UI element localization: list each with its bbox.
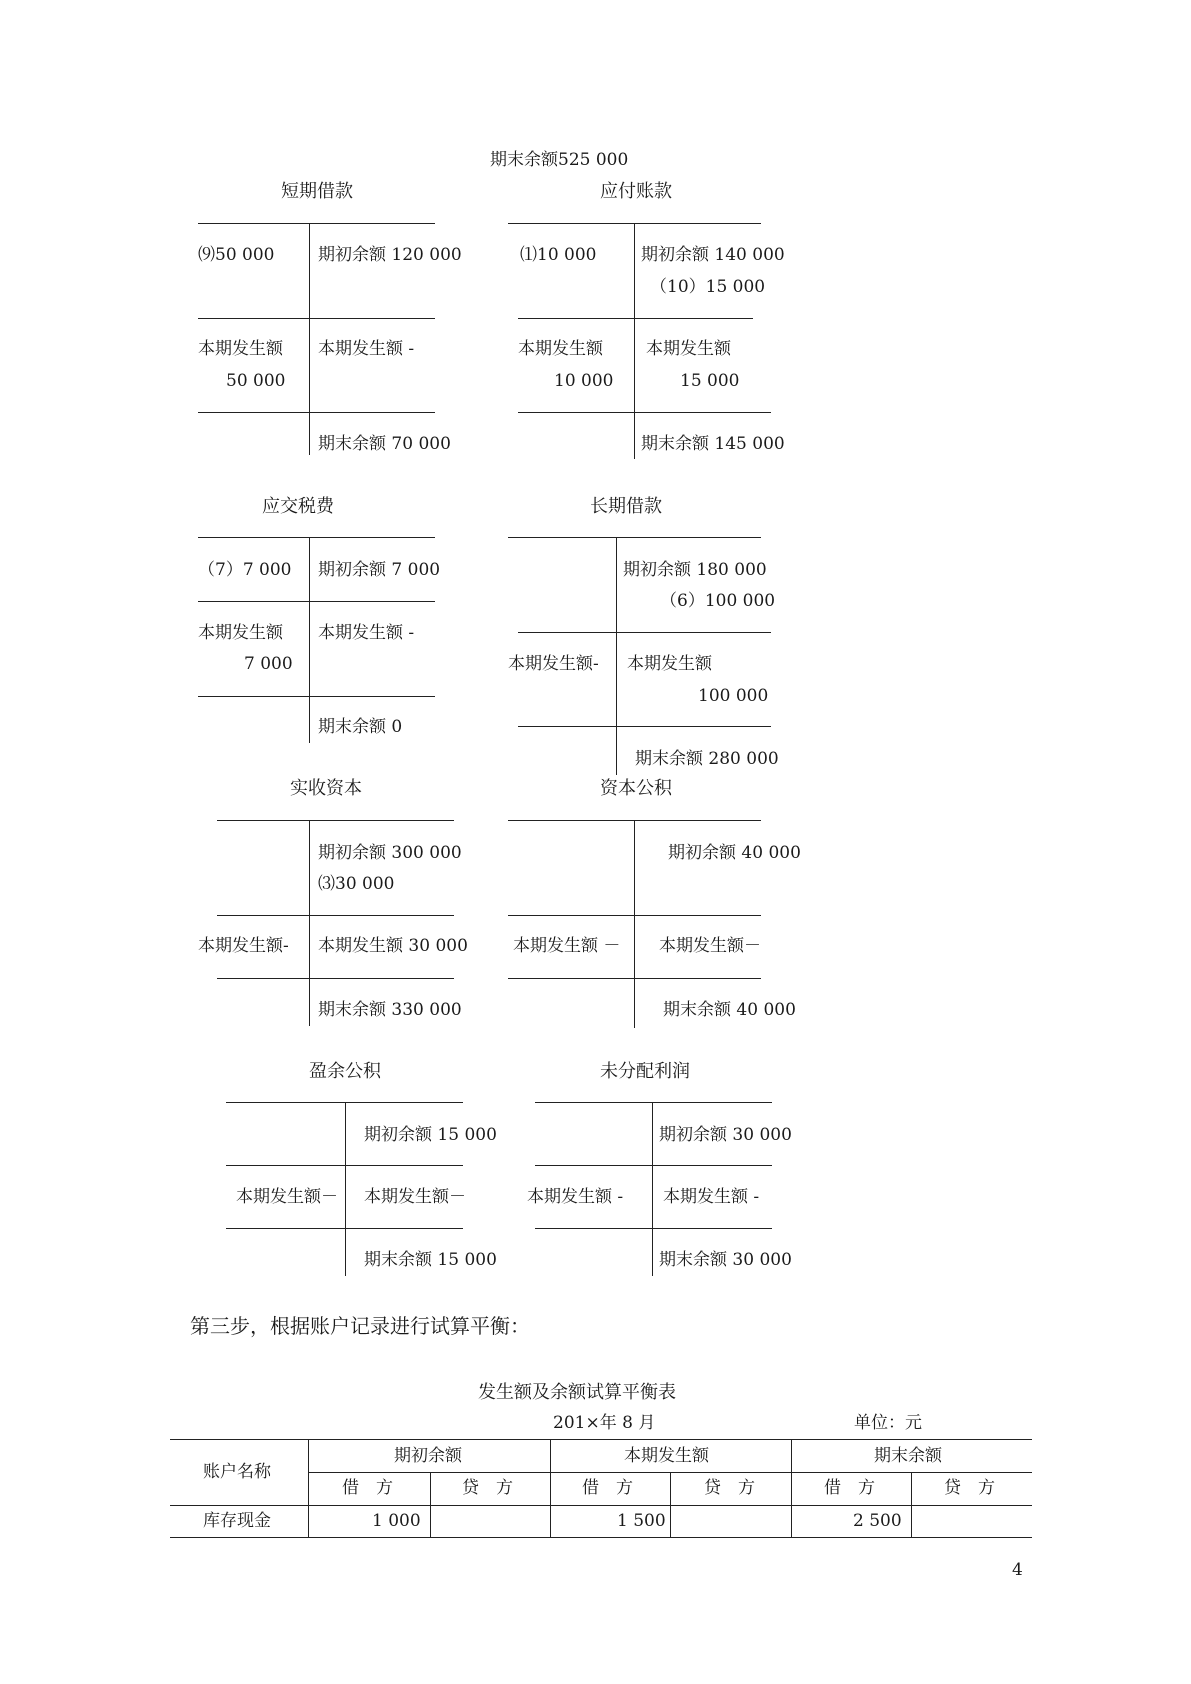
table-row-turn-debit: 1 500 [617,1511,666,1531]
t-account-bottom-rule [508,978,761,979]
t-account-divider [309,223,310,455]
t-account-top-rule [198,223,435,224]
table-col-divider [308,1439,309,1537]
t-account-top-rule [217,820,454,821]
header-credit: 贷 方 [704,1478,755,1498]
closing-balance: 期末余额 70 000 [318,434,451,454]
debit-turnover-value: 7 000 [244,654,293,674]
opening-balance: 期初余额 140 000 [641,245,785,265]
debit-turnover-value: 10 000 [554,371,614,391]
t-account-mid-rule [217,915,454,916]
table-header-bottom-rule [170,1505,1032,1506]
credit-turnover: 本期发生额 - [318,623,415,643]
header-credit: 贷 方 [944,1478,995,1498]
credit-turnover-value: 15 000 [680,371,740,391]
t-account-title: 短期借款 [281,181,353,202]
closing-balance: 期末余额 145 000 [641,434,785,454]
table-col-divider [430,1472,431,1537]
opening-balance: 期初余额 15 000 [364,1125,497,1145]
debit-turnover-label: 本期发生额 [198,623,283,643]
t-account-bottom-rule [535,1228,772,1229]
t-account-mid-rule [226,1165,463,1166]
table-top-rule [170,1439,1032,1440]
header-debit: 借 方 [582,1478,633,1498]
debit-entry: （7）7 000 [198,560,292,580]
carried-balance-line: 期末余额525 000 [490,150,629,170]
header-opening-balance: 期初余额 [394,1446,462,1466]
t-account-title: 应交税费 [262,496,334,517]
table-col-divider [670,1472,671,1537]
opening-balance: 期初余额 300 000 [318,843,462,863]
debit-turnover-label: 本期发生额 [198,339,283,359]
debit-turnover-label: 本期发生额 [518,339,603,359]
closing-balance: 期末余额 330 000 [318,1000,462,1020]
t-account-mid-rule [198,601,435,602]
opening-balance: 期初余额 40 000 [668,843,801,863]
t-account-mid-rule [535,1165,772,1166]
closing-balance: 期末余额 280 000 [635,749,779,769]
t-account-bottom-rule [518,412,771,413]
debit-turnover: 本期发生额－ [236,1187,338,1207]
table-col-divider [791,1439,792,1537]
table-row-close-debit: 2 500 [853,1511,902,1531]
credit-entry: （10）15 000 [650,277,766,297]
opening-balance: 期初余额 120 000 [318,245,462,265]
t-account-title: 资本公积 [600,778,672,799]
t-account-bottom-rule [226,1228,463,1229]
step-heading: 第三步，根据账户记录进行试算平衡： [190,1314,530,1338]
opening-balance: 期初余额 7 000 [318,560,441,580]
t-account-title: 应付账款 [600,181,672,202]
opening-balance: 期初余额 180 000 [623,560,767,580]
t-account-divider [309,820,310,1026]
t-account-bottom-rule [198,412,435,413]
debit-turnover: 本期发生额 － [513,936,621,956]
t-account-divider [652,1102,653,1276]
t-account-divider [345,1102,346,1276]
table-date: 201×年 8 月 [553,1413,656,1433]
page-number: 4 [1012,1560,1023,1580]
debit-entry: ⑼50 000 [198,245,275,265]
credit-entry: （6）100 000 [660,591,776,611]
table-col-divider [550,1439,551,1537]
t-account-top-rule [198,537,435,538]
t-account-divider [616,537,617,775]
closing-balance: 期末余额 40 000 [663,1000,796,1020]
credit-turnover: 本期发生额－ [364,1187,466,1207]
credit-turnover-label: 本期发生额 [627,654,712,674]
credit-turnover: 本期发生额 - [318,339,415,359]
credit-entry: ⑶30 000 [318,874,395,894]
t-account-divider [634,820,635,1028]
t-account-divider [309,537,310,743]
t-account-divider [634,223,635,459]
table-row-account: 库存现金 [203,1511,271,1531]
header-account-name: 账户名称 [203,1462,271,1482]
t-account-mid-rule [518,632,771,633]
t-account-mid-rule [198,318,435,319]
header-period-turnover: 本期发生额 [624,1446,709,1466]
debit-turnover: 本期发生额- [198,936,289,956]
closing-balance: 期末余额 0 [318,717,403,737]
t-account-top-rule [508,537,761,538]
header-debit: 借 方 [824,1478,875,1498]
credit-turnover-label: 本期发生额 [646,339,731,359]
t-account-title: 盈余公积 [309,1061,381,1082]
table-title: 发生额及余额试算平衡表 [478,1382,676,1403]
t-account-mid-rule [508,915,761,916]
table-col-divider [911,1472,912,1537]
header-credit: 贷 方 [462,1478,513,1498]
header-debit: 借 方 [342,1478,393,1498]
t-account-title: 未分配利润 [600,1061,690,1082]
credit-turnover: 本期发生额 - [663,1187,760,1207]
credit-turnover: 本期发生额 30 000 [318,936,468,956]
debit-turnover-value: 50 000 [226,371,286,391]
t-account-bottom-rule [518,726,771,727]
t-account-title: 实收资本 [290,778,362,799]
closing-balance: 期末余额 15 000 [364,1250,497,1270]
t-account-mid-rule [518,318,753,319]
debit-turnover: 本期发生额 - [527,1187,624,1207]
t-account-top-rule [535,1102,772,1103]
table-unit: 单位：元 [854,1413,922,1433]
t-account-title: 长期借款 [590,496,662,517]
header-closing-balance: 期末余额 [874,1446,942,1466]
debit-entry: ⑴10 000 [520,245,597,265]
credit-turnover: 本期发生额－ [659,936,761,956]
t-account-bottom-rule [217,978,454,979]
debit-turnover: 本期发生额- [508,654,599,674]
closing-balance: 期末余额 30 000 [659,1250,792,1270]
table-row-open-debit: 1 000 [372,1511,421,1531]
t-account-bottom-rule [198,696,435,697]
credit-turnover-value: 100 000 [698,686,769,706]
table-bottom-rule [170,1537,1032,1538]
opening-balance: 期初余额 30 000 [659,1125,792,1145]
